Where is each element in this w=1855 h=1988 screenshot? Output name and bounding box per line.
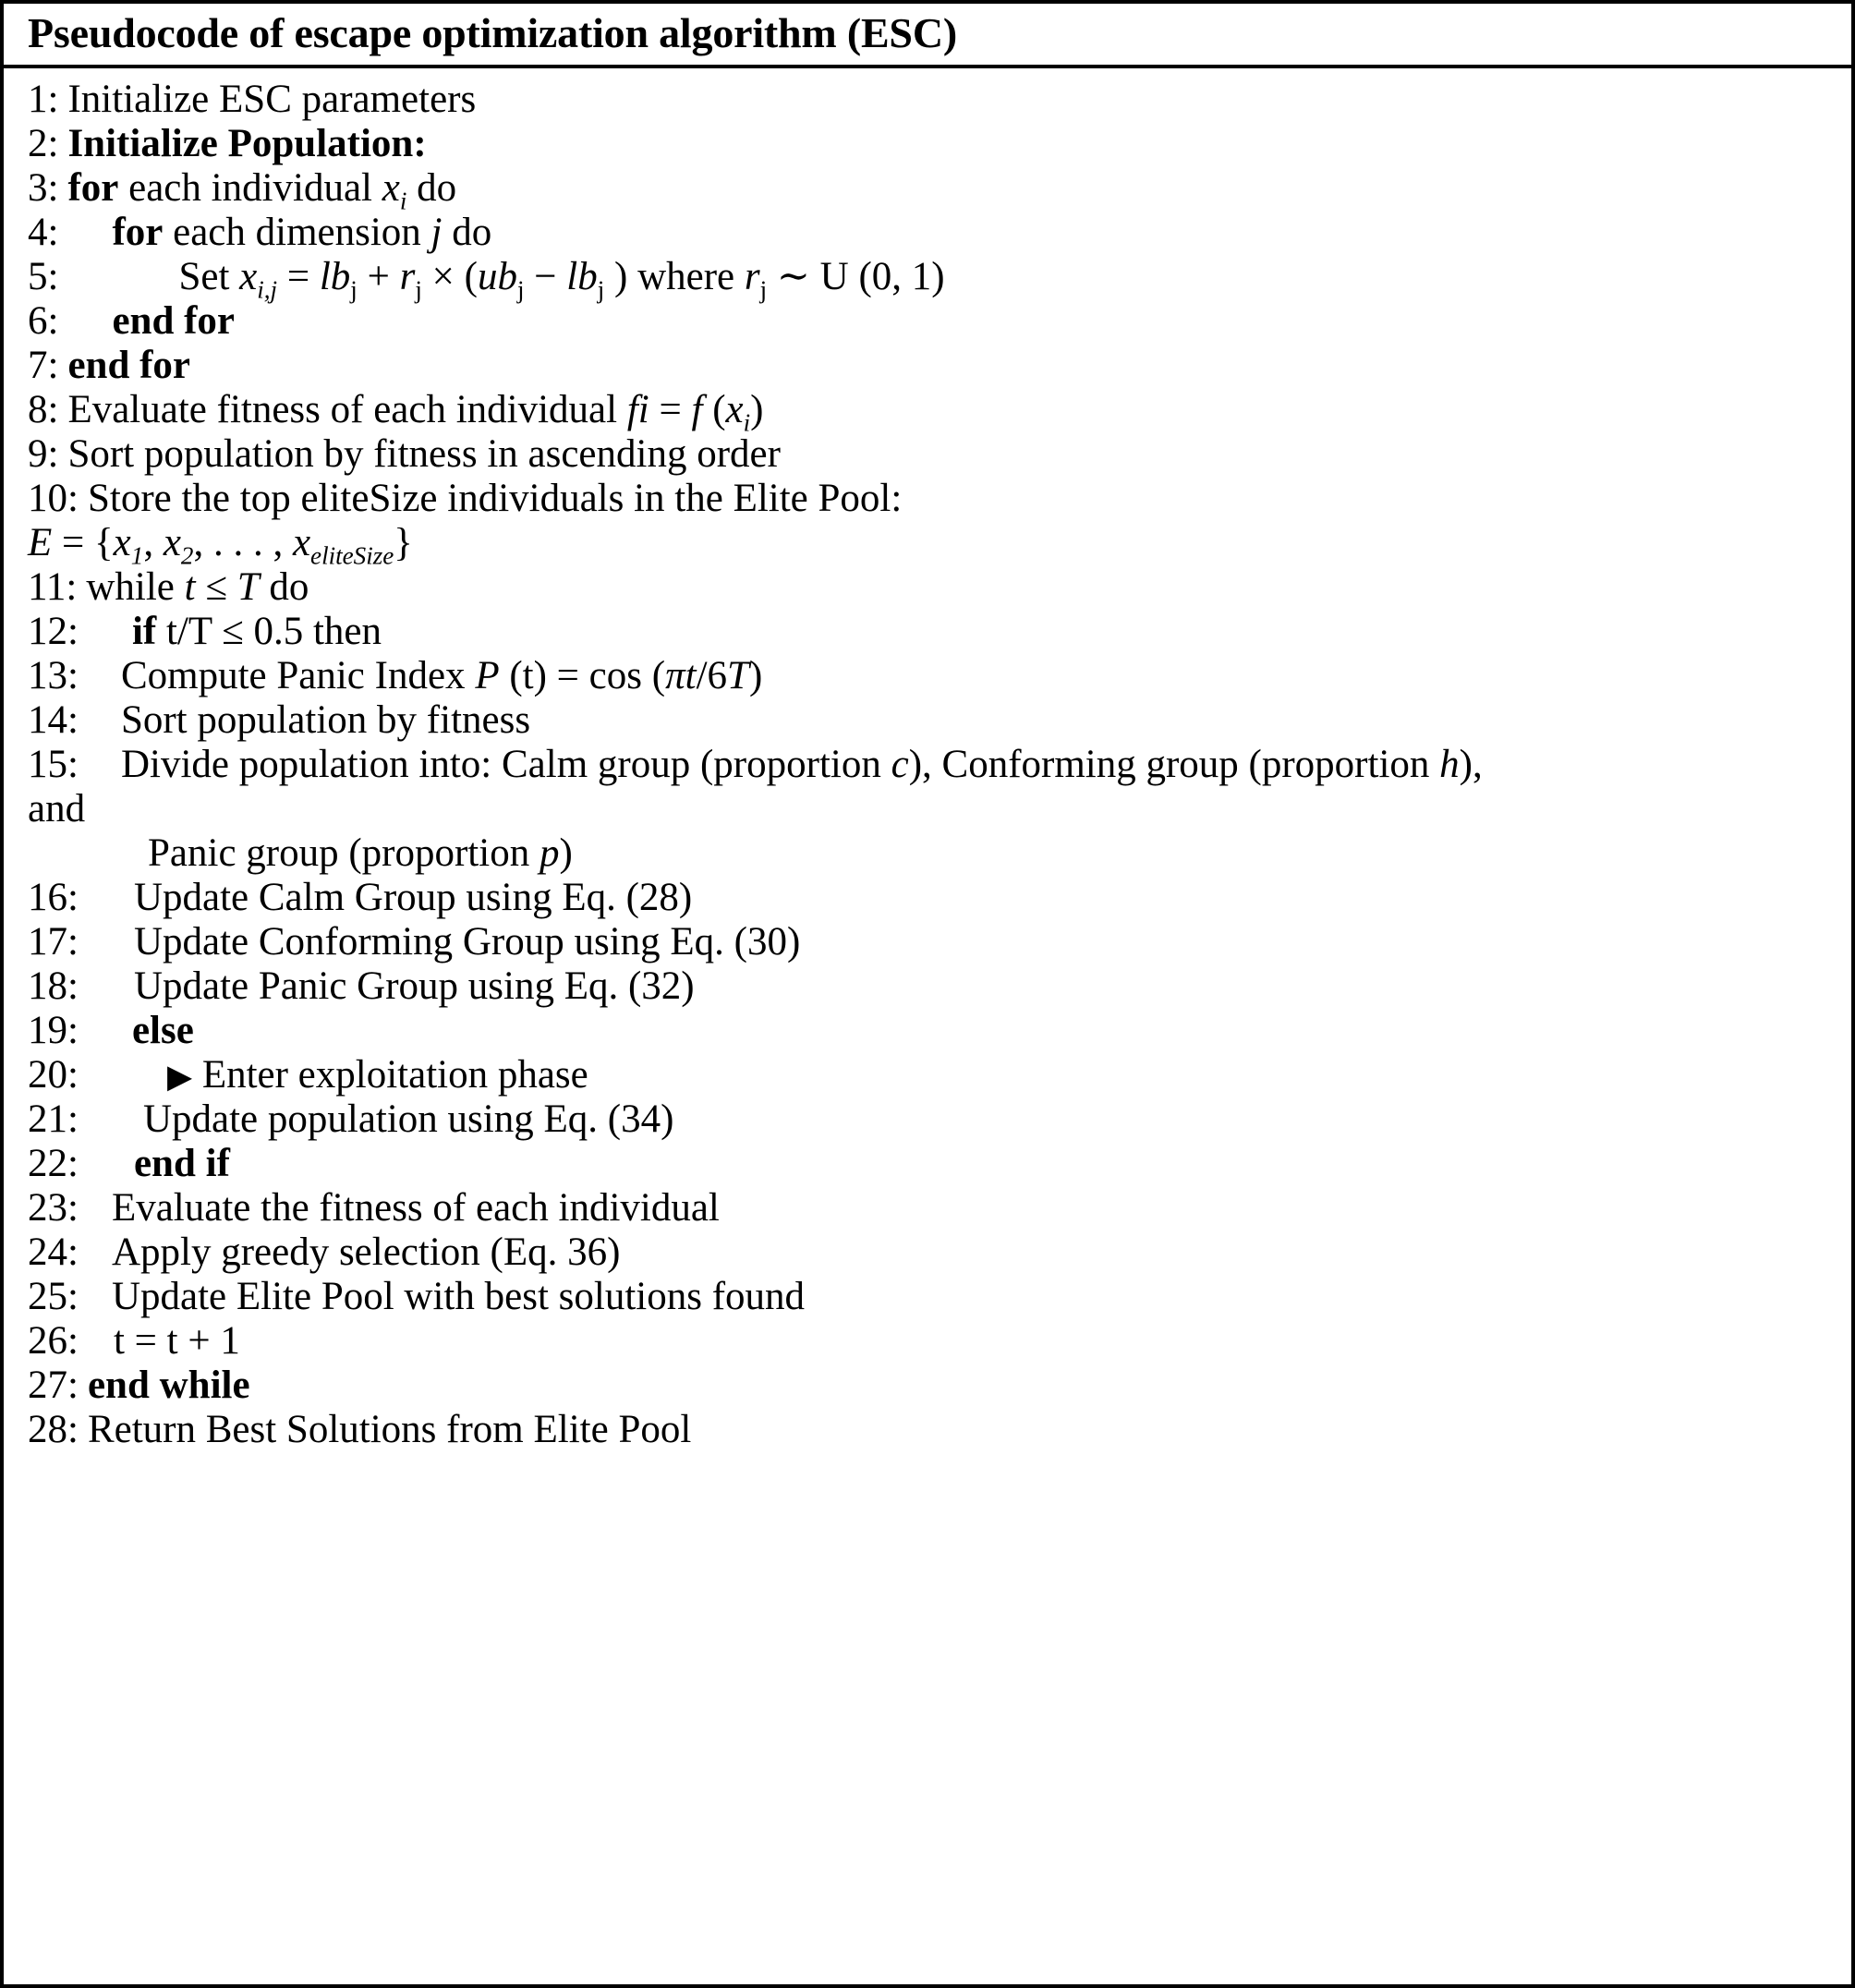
line-text-4: each dimension <box>173 211 421 255</box>
elite-x1-subscript: 1 <box>130 541 144 570</box>
line-text-13 <box>121 654 762 698</box>
set-keyword: Set <box>178 255 230 299</box>
pseudocode-line-2 <box>4 122 1851 166</box>
pseudocode-line-22 <box>4 1142 1851 1186</box>
pseudocode-line-17 <box>4 920 1851 964</box>
panic-formula-open: (t) = cos ( <box>509 654 666 698</box>
var-x: x <box>382 166 400 211</box>
var-j: j <box>430 211 443 255</box>
keyword-do: do <box>417 166 457 211</box>
less-equal-sign: ≤ <box>205 565 227 610</box>
line-text-18: Update Panic Group using Eq. (32) <box>133 964 695 1009</box>
pseudocode-line-5 <box>4 255 1851 304</box>
elite-x1: x <box>113 521 131 565</box>
line-text-27: end while <box>87 1364 250 1408</box>
line-number-15: 15: <box>28 743 79 787</box>
line-text-25: Update Elite Pool with best solutions found <box>111 1275 806 1319</box>
var-x-subscript: i <box>399 187 407 215</box>
elite-x2: x <box>163 521 181 565</box>
lower-bound-subscript: j <box>350 275 358 304</box>
line-number-2: 2: <box>28 122 59 166</box>
line-number-24: 24: <box>28 1230 79 1275</box>
close-paren: ) <box>613 255 628 299</box>
pseudocode-line-14 <box>4 698 1851 743</box>
line-text-21: Update population using Eq. (34) <box>142 1097 674 1142</box>
elite-set-close: } <box>394 521 413 565</box>
line-number-22: 22: <box>28 1142 79 1186</box>
line-number-8: 8: <box>28 388 59 432</box>
line-text-17: Update Conforming Group using Eq. (30) <box>133 920 801 964</box>
distributed-as-sign: ∼ <box>776 255 810 299</box>
pseudocode-line-27 <box>4 1364 1851 1408</box>
line-number-3: 3: <box>28 166 59 211</box>
pseudocode-line-8 <box>4 388 1851 437</box>
line-number-16: 16: <box>28 876 79 920</box>
line-text-26: t = t + 1 <box>113 1319 240 1364</box>
line-number-13: 13: <box>28 654 79 698</box>
random-r-2-subscript: j <box>759 275 768 304</box>
lower-bound-2-subscript: j <box>597 275 605 304</box>
evaluate-fitness-text: Evaluate fitness of each individual <box>67 388 618 432</box>
keyword-for-inner: for <box>112 211 164 255</box>
panic-formula-close: ) <box>748 654 763 698</box>
line-text-15 <box>121 743 1483 787</box>
algorithm-title: Pseudocode of escape optimization algorithm (ESC) <box>4 4 1851 68</box>
equals-sign: = <box>286 255 310 299</box>
keyword-for: for <box>67 166 119 211</box>
line-15-wrap-and: and <box>28 787 86 831</box>
compute-panic-index-text: Compute Panic Index <box>120 654 466 698</box>
keyword-if: if <box>131 610 157 654</box>
pseudocode-line-15 <box>4 743 1851 787</box>
pseudocode-line-20 <box>4 1053 1851 1097</box>
assign-x-subscript: i,j <box>257 275 278 304</box>
var-T: T <box>236 565 260 610</box>
open-paren: ( <box>464 255 478 299</box>
line-text-11 <box>86 565 309 610</box>
panic-group-text: Panic group (proportion <box>148 831 530 876</box>
proportion-h: h <box>1439 743 1460 787</box>
divide-population-text: Divide population into: Calm group (proportion <box>120 743 881 787</box>
var-x-8-subscript: i <box>743 408 751 437</box>
line-text-8 <box>67 388 763 437</box>
random-r: r <box>399 255 416 299</box>
proportion-p: p <box>539 831 560 876</box>
divided-by-6: /6 <box>696 654 728 698</box>
minus-sign: − <box>534 255 557 299</box>
pseudocode-line-28 <box>4 1408 1851 1452</box>
line-number-6: 6: <box>28 299 59 344</box>
random-r-subscript: j <box>415 275 422 304</box>
elite-pool-set-definition <box>4 521 1851 570</box>
line-number-7: 7: <box>28 344 59 388</box>
line-number-27: 27: <box>28 1364 79 1408</box>
pseudocode-line-10 <box>4 477 1851 521</box>
assign-x: x <box>239 255 258 299</box>
keyword-while: while <box>86 565 175 610</box>
pseudocode-line-11 <box>4 565 1851 610</box>
line-number-4: 4: <box>28 211 59 255</box>
uniform-distribution: U (0, 1) <box>819 255 945 299</box>
pseudocode-line-7 <box>4 344 1851 388</box>
line-number-1: 1: <box>28 78 59 122</box>
line-number-9: 9: <box>28 432 59 477</box>
pseudocode-line-25 <box>4 1275 1851 1319</box>
panic-group-close: ) <box>559 831 573 876</box>
line-number-11: 11: <box>28 565 78 610</box>
proportion-c: c <box>891 743 909 787</box>
line-text-23: Evaluate the fitness of each individual <box>111 1186 720 1230</box>
line-text-12: t/T ≤ 0.5 then <box>165 610 382 654</box>
pseudocode-line-9 <box>4 432 1851 477</box>
pseudocode-line-18 <box>4 964 1851 1009</box>
pseudocode-line-24 <box>4 1230 1851 1275</box>
line-text-28: Return Best Solutions from Elite Pool <box>87 1408 692 1452</box>
elite-set-E: E <box>28 521 53 565</box>
right-triangle-icon: ▶ <box>166 1059 193 1096</box>
elite-x2-subscript: 2 <box>180 541 194 570</box>
equals-sign-8: = <box>659 388 682 432</box>
line-text-24: Apply greedy selection (Eq. 36) <box>111 1230 621 1275</box>
line-text-16: Update Calm Group using Eq. (28) <box>133 876 693 920</box>
line-number-18: 18: <box>28 964 79 1009</box>
line-number-25: 25: <box>28 1275 79 1319</box>
lower-bound: lb <box>319 255 351 299</box>
line-text-19: else <box>131 1009 194 1053</box>
keyword-do-inner: do <box>452 211 492 255</box>
line-number-5: 5: <box>28 255 59 299</box>
line-number-19: 19: <box>28 1009 79 1053</box>
function-f: f <box>691 388 703 432</box>
pseudocode-line-21 <box>4 1097 1851 1142</box>
pseudocode-line-1 <box>4 78 1851 122</box>
random-r-2: r <box>744 255 760 299</box>
line-number-14: 14: <box>28 698 79 743</box>
lower-bound-2: lb <box>566 255 598 299</box>
keyword-do-while: do <box>269 565 309 610</box>
line-number-17: 17: <box>28 920 79 964</box>
pseudocode-line-6 <box>4 299 1851 344</box>
elite-set-equals: = { <box>62 521 114 565</box>
pseudocode-line-12 <box>4 610 1851 654</box>
pseudocode-line-4 <box>4 211 1851 255</box>
elite-xn: x <box>292 521 311 565</box>
line-number-10: 10: <box>28 477 79 521</box>
line-number-20: 20: <box>28 1053 79 1097</box>
line-15-wrap-panic-group <box>4 831 1851 876</box>
pseudocode-line-19 <box>4 1009 1851 1053</box>
line-text-22: end if <box>133 1142 230 1186</box>
line-text-2: Initialize Population: <box>67 122 427 166</box>
panic-index-P: P <box>475 654 500 698</box>
open-paren-8: ( <box>712 388 726 432</box>
elite-ellipsis: , . . . , <box>193 521 284 565</box>
line-number-23: 23: <box>28 1186 79 1230</box>
line-text-5 <box>178 255 944 304</box>
pseudocode-line-23 <box>4 1186 1851 1230</box>
pseudocode-line-26 <box>4 1319 1851 1364</box>
pseudocode-line-16 <box>4 876 1851 920</box>
elite-comma-1: , <box>143 521 154 565</box>
close-paren-8: ) <box>750 388 764 432</box>
line-text-14: Sort population by fitness <box>120 698 531 743</box>
where-keyword: where <box>637 255 735 299</box>
var-x-8: x <box>725 388 744 432</box>
upper-bound-subscript: j <box>516 275 525 304</box>
conforming-group-text: ), Conforming group (proportion <box>908 743 1430 787</box>
line-number-21: 21: <box>28 1097 79 1142</box>
upper-bound: ub <box>477 255 517 299</box>
pi-times-t: πt <box>665 654 697 698</box>
line-text-6: end for <box>112 299 236 344</box>
line-text-9: Sort population by fitness in ascending order <box>67 432 781 477</box>
line-text-1: Initialize ESC parameters <box>67 78 477 122</box>
line-number-12: 12: <box>28 610 79 654</box>
line-15-tail: ), <box>1459 743 1483 787</box>
pseudocode-line-3 <box>4 166 1851 215</box>
var-T-13: T <box>727 654 749 698</box>
fitness-fi: fi <box>626 388 649 432</box>
line-text-3: each individual <box>128 166 372 211</box>
var-t: t <box>184 565 196 610</box>
line-number-26: 26: <box>28 1319 79 1364</box>
line-text-20: Enter exploitation phase <box>201 1053 588 1097</box>
plus-sign: + <box>367 255 390 299</box>
line-text-10: Store the top eliteSize individuals in the Elite Pool: <box>87 477 903 521</box>
line-text-7: end for <box>67 344 191 388</box>
times-sign: × <box>431 255 455 299</box>
line-number-28: 28: <box>28 1408 79 1452</box>
algorithm-steps <box>4 68 1851 1984</box>
elite-xn-subscript: eliteSize <box>310 541 394 570</box>
pseudocode-line-13 <box>4 654 1851 698</box>
